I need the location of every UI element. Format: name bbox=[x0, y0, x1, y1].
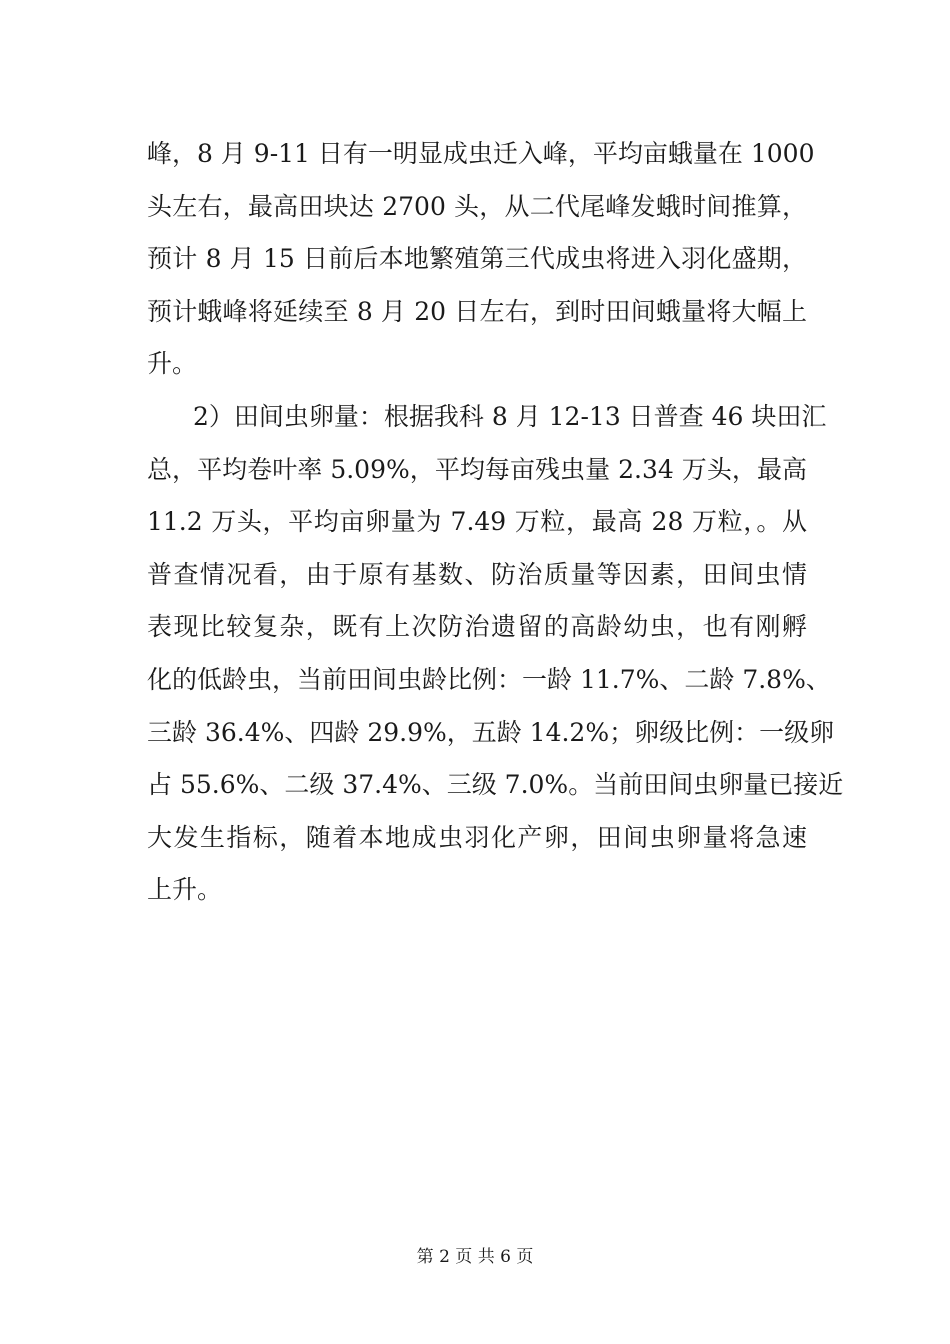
text-line: 上升。 bbox=[147, 875, 223, 905]
text-line: 总，平均卷叶率 5.09%，平均每亩残虫量 2.34 万头，最高 bbox=[147, 454, 807, 484]
page-footer bbox=[0, 1242, 950, 1267]
text-line: 表现比较复杂，既有上次防治遗留的高龄幼虫，也有刚孵 bbox=[147, 612, 807, 642]
page-number: 第 2 页 共 6 页 bbox=[416, 1247, 534, 1267]
text-line: 头左右，最高田块达 2700 头，从二代尾峰发蛾时间推算， bbox=[147, 191, 807, 221]
text-line: 三龄 36.4%、四龄 29.9%，五龄 14.2%；卵级比例：一级卵 bbox=[147, 717, 835, 747]
text-line: 化的低龄虫，当前田间虫龄比例：一龄 11.7%、二龄 7.8%、 bbox=[147, 664, 831, 694]
text-line: 占 55.6%、二级 37.4%、三级 7.0%。当前田间虫卵量已接近 bbox=[147, 770, 844, 800]
text-line: 升。 bbox=[147, 349, 198, 379]
text-line: 11.2 万头，平均亩卵量为 7.49 万粒，最高 28 万粒，。从 bbox=[147, 507, 807, 537]
text-line: 普查情况看，由于原有基数、防治质量等因素，田间虫情 bbox=[147, 559, 807, 589]
text-line: 大发生指标，随着本地成虫羽化产卵，田间虫卵量将急速 bbox=[147, 822, 807, 852]
text-line: 峰，8 月 9-11 日有一明显成虫迁入峰，平均亩蛾量在 1000 bbox=[147, 139, 815, 168]
body-text bbox=[147, 128, 844, 917]
text-line: 预计蛾峰将延续至 8 月 20 日左右，到时田间蛾量将大幅上 bbox=[147, 296, 807, 326]
text-line: 2）田间虫卵量：根据我科 8 月 12-13 日普查 46 块田汇 bbox=[193, 401, 827, 431]
paragraph-1 bbox=[147, 128, 815, 391]
paragraph-2 bbox=[147, 391, 844, 917]
text-line: 预计 8 月 15 日前后本地繁殖第三代成虫将进入羽化盛期， bbox=[147, 244, 807, 274]
